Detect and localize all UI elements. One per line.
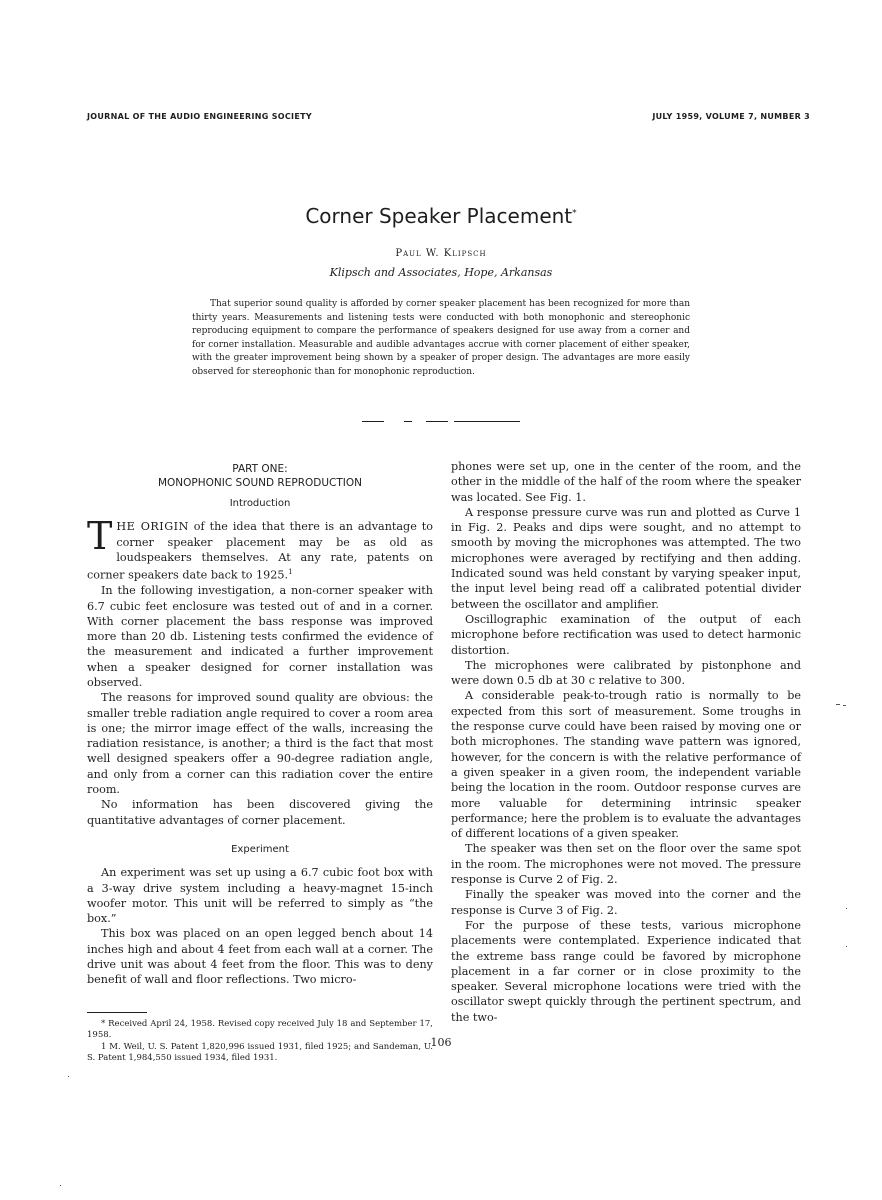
intro-paragraph-2: In the following investigation, a non-corner speaker with 6.7 cubic feet enclosure was tested out of and in a corner. With corner placement the bass response was improved more than 20 db. Listening tests confirmed the evidence of the measurement and indicated a further improvement when a speaker designed for corner installation was observed. — [87, 584, 433, 689]
page-number: 106 — [430, 1036, 452, 1049]
right-paragraph-2: A response pressure curve was run and plotted as Curve 1 in Fig. 2. Peaks and dips were sought, and no attempt to smooth by moving the microphones was attempted. The two microphones were averaged by rectifying and then adding. Indicated sound was held constant by varying speaker input, the input level being read off a calibrated potential divider between the oscillator and amplifier. — [451, 505, 801, 611]
scan-speck — [846, 946, 847, 947]
right-paragraph-1: phones were set up, one in the center of the room, and the other in the middle of the half of the room where the speaker was located. See Fig. 1. — [451, 460, 801, 504]
part-heading-line1: PART ONE: — [232, 463, 288, 475]
author-name: Paul W. Klipsch — [395, 248, 487, 259]
right-paragraph-3: Oscillographic examination of the output of each microphone before rectification was used to detect harmonic distortion. — [451, 612, 801, 657]
section-heading-introduction: Introduction — [229, 498, 291, 509]
right-paragraph-8: For the purpose of these tests, various microphone placements were contemplated. Experience indicated that the extreme bass range could be favored by microphone placement in a far corner or in close proximity to the speaker. Several microphone locations were tried with the oscillator swept quickly through the pertinent spectrum, and the two- — [451, 918, 801, 1024]
intro-paragraph-3: The reasons for improved sound quality are obvious: the smaller treble radiation angle required to cover a room area is one; the mirror image effect of the walls, increasing the radiation resistance, is another; a third is the fact that most well designed speakers offer a 90-degree radiation angle, and only from a corner can this radiation cover the entire room. — [87, 691, 433, 797]
running-head-journal: JOURNAL OF THE AUDIO ENGINEERING SOCIETY — [87, 112, 312, 121]
footnote-patents: 1 M. Weil, U. S. Patent 1,820,996 issued 1931, filed 1925; and Sandeman, U. S. Patent 1,984,550 issued 1934, filed 1931. — [87, 1041, 433, 1064]
separator-rule — [404, 421, 412, 422]
separator-rule — [426, 421, 448, 422]
footnote-rule — [87, 1012, 147, 1013]
scan-speck — [836, 704, 840, 705]
part-heading-line2: MONOPHONIC SOUND REPRODUCTION — [157, 477, 362, 489]
scan-speck — [846, 908, 847, 909]
drop-cap: T — [87, 514, 113, 559]
experiment-paragraph-1: An experiment was set up using a 6.7 cubic foot box with a 3-way drive system including a heavy-magnet 15-inch woofer motor. This unit will be referred to simply as “the box.” — [87, 866, 433, 926]
author-affiliation: Klipsch and Associates, Hope, Arkansas — [329, 266, 553, 279]
scan-speck — [843, 705, 846, 706]
right-paragraph-6: The speaker was then set on the floor over the same spot in the room. The microphones were not moved. The pressure response is Curve 2 of Fig. 2. — [451, 842, 801, 887]
right-paragraph-4: The microphones were calibrated by pistonphone and were down 0.5 db at 30 c relative to 300. — [451, 658, 801, 688]
footnote-received: * Received April 24, 1958. Revised copy received July 18 and September 17, 1958. — [87, 1018, 433, 1041]
part-heading — [87, 462, 433, 490]
right-column — [451, 459, 801, 1025]
section-heading-experiment: Experiment — [231, 843, 289, 855]
scan-speck — [68, 1076, 69, 1077]
intro-paragraph-4: No information has been discovered giving the quantitative advantages of corner placement. — [87, 798, 433, 827]
experiment-paragraph-2: This box was placed on an open legged bench about 14 inches high and about 4 feet from each wall at a corner. The drive unit was about 4 feet from the floor. This was to deny benefit of wall and floor reflections. Two micro- — [87, 927, 433, 987]
right-paragraph-5: A considerable peak-to-trough ratio is normally to be expected from this sort of measurement. Some troughs in the response curve could have been raised by moving one or both microphones. The standing wave pattern was ignored, however, for the concern is with the relative performance of a given speaker in a given room, the independent variable being the location in the room. Outdoor response curves are more valuable for determining intrinsic speaker performance; here the problem is to evaluate the advantages of different locations of a given speaker. — [451, 689, 801, 841]
intro-lead-caps: HE ORIGIN — [116, 520, 189, 534]
right-paragraph-7: Finally the speaker was moved into the corner and the response is Curve 3 of Fig. 2. — [451, 888, 801, 917]
article-title — [0, 204, 882, 228]
title-text: Corner Speaker Placement — [305, 204, 573, 228]
intro-paragraph-1 — [87, 514, 433, 583]
separator-rule — [454, 421, 520, 422]
running-head-issue: JULY 1959, VOLUME 7, NUMBER 3 — [652, 112, 810, 121]
intro-paragraph-1-text: of the idea that there is an advantage to corner speaker placement may be as old as loudspeakers themselves. At any rate, patents on corner speakers date back to 1925. — [87, 520, 433, 582]
footnote-ref-1: 1 — [288, 568, 293, 577]
left-column — [87, 456, 433, 1065]
scan-speck — [60, 1185, 61, 1186]
abstract: That superior sound quality is afforded by corner speaker placement has been recognized for more than thirty years. Measurements and listening tests were conducted with both monophonic and stereophonic reproducing equipment to compare the performance of speakers designed for use away from a corner and for corner installation. Measurable and audible advantages accrue with corner placement of either speaker, with the greater improvement being shown by a speaker of proper design. The advantages are more easily observed for stereophonic than for monophonic reproduction. — [192, 299, 690, 377]
separator-rule — [362, 421, 384, 422]
title-footnote-mark: * — [572, 208, 577, 219]
